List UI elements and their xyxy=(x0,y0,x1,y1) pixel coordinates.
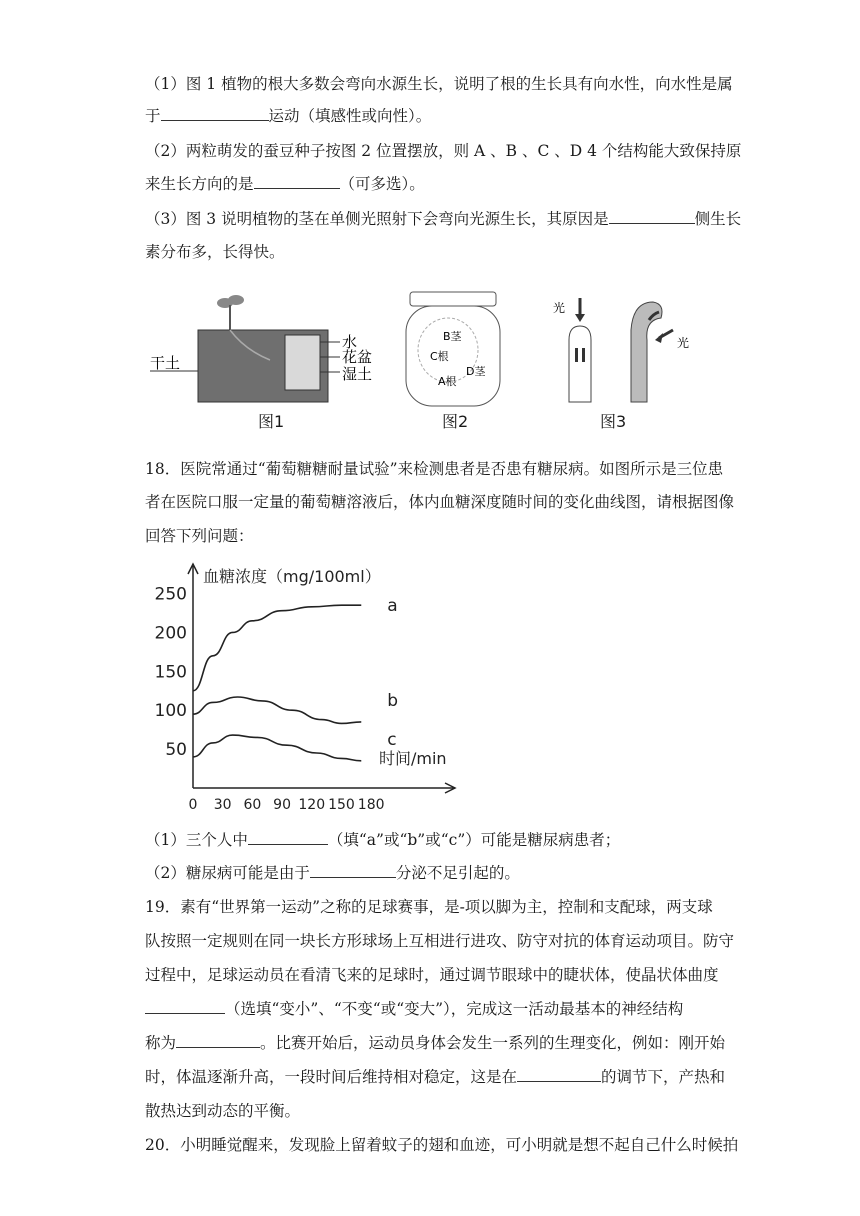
q19-line6 xyxy=(145,1067,725,1087)
text: 来生长方向的是 xyxy=(145,175,254,193)
blood-glucose-chart xyxy=(145,560,485,810)
q17-item3-line2: 素分布多，长得快。 xyxy=(145,243,285,261)
q20-line1: 20．小明睡觉醒来，发现脸上留着蚊子的翅和血迹，可小明就是想不起自己什么时候拍 xyxy=(145,1136,739,1154)
q18-stem-line1: 18．医院常通过“葡萄糖糖耐量试验”来检测患者是否患有糖尿病。如图所示是三位患 xyxy=(145,460,724,478)
text: 称为 xyxy=(145,1034,177,1052)
series-label-b: b xyxy=(387,690,399,711)
light-label-1: 光 xyxy=(553,301,566,315)
figure-1 xyxy=(150,290,380,410)
series-line-c xyxy=(193,735,361,761)
q19-line3: 过程中，足球运动员在看清飞来的足球时，通过调节眼球中的睫状体，使晶状体曲度 xyxy=(145,966,719,984)
label-a: A根 xyxy=(438,375,457,388)
figure-2-caption: 图2 xyxy=(442,412,469,431)
x-tick-label: 60 xyxy=(243,797,262,810)
dry-soil-label: 干土 xyxy=(150,354,181,372)
text: 侧生长 xyxy=(694,210,742,228)
text: （可多选）。 xyxy=(339,175,425,193)
text: 。比赛开始后，运动员身体会发生一系列的生理变化，例如：刚开始 xyxy=(260,1034,726,1052)
q19-line1: 19．素有“世界第一运动”之称的足球赛事，是-项以脚为主，控制和支配球，两支球 xyxy=(145,898,713,916)
mark xyxy=(575,348,578,362)
flower-pot xyxy=(285,335,320,390)
figure-1-caption: 图1 xyxy=(258,412,285,431)
text: （填“a”或“b”或“c”）可能是糖尿病患者； xyxy=(327,831,621,849)
answer-blank[interactable] xyxy=(517,1067,601,1082)
series-line-b xyxy=(193,697,361,723)
jar-lid xyxy=(410,292,496,306)
y-axis-label: 血糖浓度（mg/100ml） xyxy=(203,567,381,586)
label-d: D茎 xyxy=(466,365,486,378)
q18-stem-line3: 回答下列问题： xyxy=(145,527,254,545)
answer-blank[interactable] xyxy=(161,106,269,121)
answer-blank[interactable] xyxy=(145,999,225,1014)
x-tick-label: 120 xyxy=(298,797,326,810)
q18-sub1 xyxy=(145,830,620,850)
q17-item1-line2 xyxy=(145,106,431,126)
series-line-a xyxy=(193,605,361,691)
q19-line4 xyxy=(145,999,683,1019)
x-tick-label: 90 xyxy=(273,797,291,810)
q17-item1-line1: （1）图 1 植物的根大多数会弯向水源生长，说明了根的生长具有向水性，向水性是属 xyxy=(145,75,733,93)
figure-3-caption: 图3 xyxy=(600,412,627,431)
q18-stem-line2: 者在医院口服一定量的葡萄糖溶液后，体内血糖深度随时间的变化曲线图，请根据图像 xyxy=(145,493,735,511)
text: （1）三个人中 xyxy=(145,831,248,849)
text: 的调节下，产热和 xyxy=(601,1068,726,1086)
series-label-a: a xyxy=(387,596,398,617)
q19-line7: 散热达到动态的平衡。 xyxy=(145,1102,301,1120)
x-tick-label: 30 xyxy=(213,797,232,810)
bent-stem xyxy=(631,302,662,402)
text: 时，体温逐渐升高，一段时间后维持相对稳定，这是在 xyxy=(145,1068,518,1086)
y-tick-label: 200 xyxy=(154,623,187,644)
q19-line5 xyxy=(145,1033,725,1053)
light-label-2: 光 xyxy=(677,336,690,350)
arrow-head xyxy=(575,314,585,322)
pot-label: 花盆 xyxy=(342,348,373,366)
water-label: 水 xyxy=(342,333,358,351)
q19-line2: 队按照一定规则在同一块长方形球场上互相进行进攻、防守对抗的体育运动项目。防守 xyxy=(145,932,735,950)
x-tick-label: 150 xyxy=(328,797,355,810)
x-tick-label: 180 xyxy=(357,797,385,810)
text: （3）图 3 说明植物的茎在单侧光照射下会弯向光源生长，其原因是 xyxy=(145,210,609,228)
q18-sub2 xyxy=(145,863,520,883)
q17-item2-line2 xyxy=(145,174,425,194)
y-tick-label: 250 xyxy=(154,584,187,605)
arrow-head xyxy=(655,333,663,343)
y-tick-label: 150 xyxy=(154,662,187,683)
text: （2）糖尿病可能是由于 xyxy=(145,864,310,882)
text: 分泌不足引起的。 xyxy=(395,864,520,882)
wet-soil-label: 湿土 xyxy=(342,365,373,383)
q17-item2-line1: （2）两粒萌发的蚕豆种子按图 2 位置摆放，则 A 、B 、C 、D 4 个结构能大致保持原 xyxy=(145,142,742,160)
text: 于 xyxy=(145,107,161,125)
straight-stem xyxy=(569,326,591,402)
leaf xyxy=(228,295,244,305)
y-tick-label: 50 xyxy=(165,740,187,761)
series-label-c: c xyxy=(387,729,397,750)
label-b: B茎 xyxy=(443,330,462,343)
answer-blank[interactable] xyxy=(248,830,328,845)
q17-item3-line1 xyxy=(145,209,741,229)
jar-body xyxy=(406,306,500,406)
mark xyxy=(582,348,585,362)
x-axis-label: 时间/min xyxy=(379,749,447,768)
x-tick-label: 0 xyxy=(188,797,198,810)
answer-blank[interactable] xyxy=(176,1033,260,1048)
answer-blank[interactable] xyxy=(609,209,695,224)
label-c: C根 xyxy=(430,350,449,363)
text: （选填“变小”、“不变“或“变大”），完成这一活动最基本的神经结构 xyxy=(225,1000,684,1018)
figure-2 xyxy=(398,290,508,410)
y-tick-label: 100 xyxy=(154,701,187,722)
answer-blank[interactable] xyxy=(254,174,340,189)
figure-3 xyxy=(553,290,703,410)
answer-blank[interactable] xyxy=(310,863,396,878)
text: 运动（填感性或向性）。 xyxy=(268,107,432,125)
